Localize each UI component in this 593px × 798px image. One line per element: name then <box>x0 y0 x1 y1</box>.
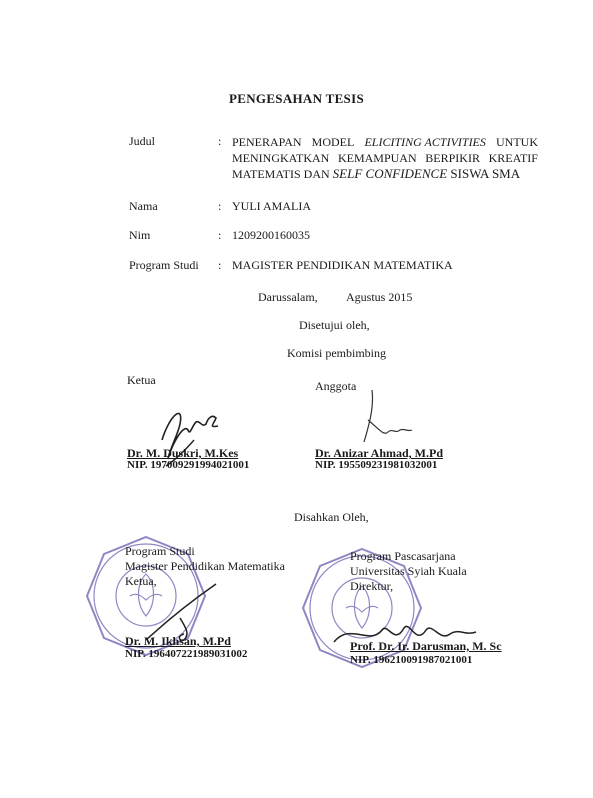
prodi-colon: : <box>218 258 222 272</box>
anggota-signature <box>340 390 420 450</box>
ketua-nip: NIP. 197009291994021001 <box>127 459 250 471</box>
prodi-value: MAGISTER PENDIDIKAN MATEMATIKA <box>232 258 453 272</box>
pasca-name: Prof. Dr. Ir. Darusman, M. Sc <box>350 639 502 653</box>
approved-by: Disetujui oleh, <box>299 318 370 332</box>
anggota-nip: NIP. 195509231981032001 <box>315 459 438 471</box>
ketua-name: Dr. M. Duskri, M.Kes <box>127 446 239 460</box>
page-title: PENGESAHAN TESIS <box>229 91 364 106</box>
ketua-role: Ketua <box>127 373 156 387</box>
judul-line-3 <box>232 166 538 182</box>
prodi-name: Dr. M. Ikhsan, M.Pd <box>125 634 231 648</box>
judul-value <box>232 134 538 182</box>
judul-text: SISWA SMA <box>447 166 521 181</box>
place: Darussalam, <box>258 290 318 304</box>
judul-word: KREATIF <box>488 151 538 165</box>
pasca-nip: NIP. 196210091987021001 <box>350 654 473 666</box>
prodi-line-1: Program Studi <box>125 544 195 558</box>
judul-text: MATEMATIS DAN <box>232 167 333 181</box>
committee: Komisi pembimbing <box>287 346 386 360</box>
pasca-line-2: Universitas Syiah Kuala <box>350 564 467 578</box>
prodi-line-2: Magister Pendidikan Matematika <box>125 559 285 573</box>
judul-line-1 <box>232 134 538 150</box>
date: Agustus 2015 <box>346 290 413 304</box>
judul-word: MODEL <box>311 135 355 149</box>
judul-text-italic: SELF CONFIDENCE <box>332 166 448 181</box>
judul-colon: : <box>218 134 222 148</box>
nama-value: YULI AMALIA <box>232 199 311 213</box>
nama-label: Nama <box>129 199 158 213</box>
judul-word: UNTUK <box>495 135 538 149</box>
judul-label: Judul <box>129 134 156 148</box>
prodi-label: Program Studi <box>129 258 199 272</box>
judul-word: MENINGKATKAN <box>232 151 330 165</box>
nama-colon: : <box>218 199 222 213</box>
prodi-line-3: Ketua, <box>125 574 157 588</box>
prodi-nip: NIP. 196407221989031002 <box>125 648 248 660</box>
judul-word: BERPIKIR <box>425 151 480 165</box>
anggota-name: Dr. Anizar Ahmad, M.Pd <box>315 446 444 460</box>
pasca-line-1: Program Pascasarjana <box>350 549 456 563</box>
judul-word: PENERAPAN <box>232 135 302 149</box>
pasca-line-3: Direktur, <box>350 579 394 593</box>
ratified-by: Disahkan Oleh, <box>294 510 369 524</box>
anggota-role: Anggota <box>315 379 357 393</box>
judul-word-italic: ELICITING ACTIVITIES <box>364 135 486 149</box>
judul-line-2 <box>232 150 538 166</box>
nim-value: 1209200160035 <box>232 228 310 242</box>
nim-label: Nim <box>129 228 151 242</box>
nim-colon: : <box>218 228 222 242</box>
judul-word: KEMAMPUAN <box>337 151 417 165</box>
